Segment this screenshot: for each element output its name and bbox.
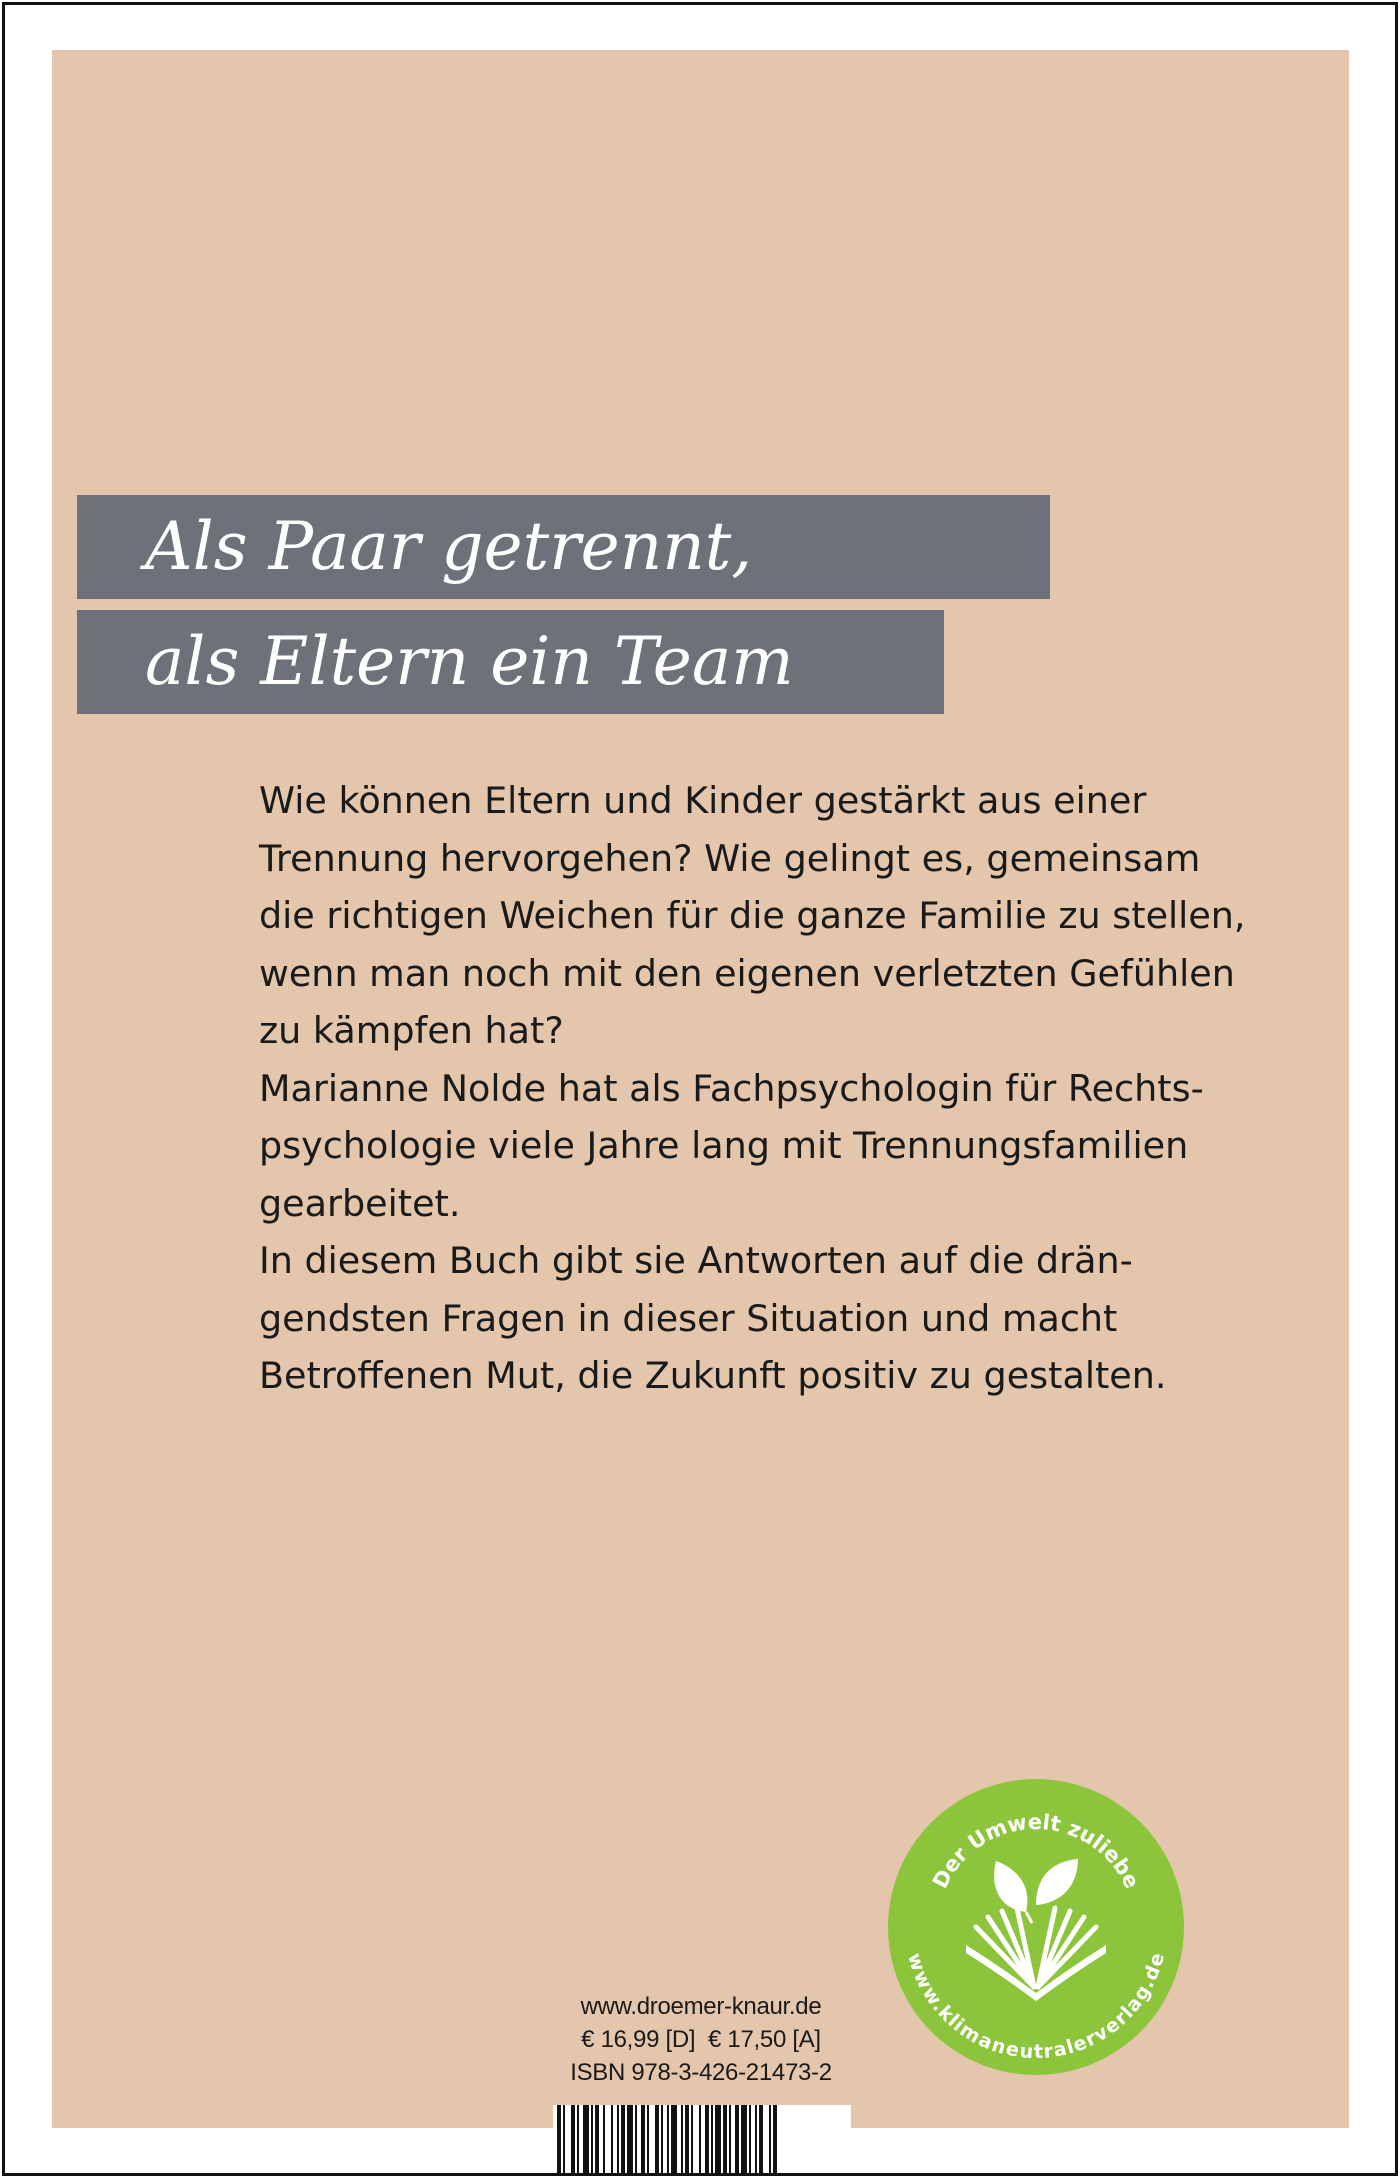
barcode-bar bbox=[723, 2105, 727, 2173]
barcode-bar bbox=[621, 2105, 625, 2173]
barcode-bar bbox=[611, 2105, 613, 2173]
barcode-bar bbox=[769, 2105, 771, 2173]
blurb-line: psychologie viele Jahre lang mit Trennungsfamilien bbox=[259, 1124, 1189, 1167]
barcode-bar bbox=[741, 2105, 747, 2173]
badge-graphic bbox=[886, 1777, 1186, 2077]
blurb-line: Betroffenen Mut, die Zukunft positiv zu gestalten. bbox=[259, 1354, 1167, 1397]
barcode-bar bbox=[729, 2105, 731, 2173]
blurb-line: gearbeitet. bbox=[259, 1181, 461, 1225]
barcode-bar bbox=[635, 2105, 637, 2173]
barcode-bar bbox=[603, 2105, 605, 2173]
barcode-bar bbox=[595, 2105, 599, 2173]
blurb-line: Trennung hervorgehen? Wie gelingt es, gemeinsam bbox=[259, 836, 1201, 880]
climate-neutral-badge bbox=[886, 1777, 1186, 2077]
headline-band-1 bbox=[77, 495, 1050, 599]
barcode-bar bbox=[627, 2105, 633, 2173]
barcode-bar bbox=[735, 2105, 739, 2173]
barcode-bar bbox=[583, 2105, 589, 2173]
badge-bottom-text: www.klimaneutralerverlag.de bbox=[903, 1950, 1169, 2063]
barcode-bar bbox=[685, 2105, 689, 2173]
barcode-bar bbox=[617, 2105, 619, 2173]
headline-line-1: Als Paar getrennt, bbox=[145, 508, 753, 585]
blurb-line: Marianne Nolde hat als Fachpsychologin für Rechts- bbox=[259, 1066, 1204, 1110]
blurb-line: In diesem Buch gibt sie Antworten auf die drän- bbox=[259, 1239, 1133, 1282]
barcode-bar bbox=[557, 2105, 561, 2173]
barcode-bar bbox=[591, 2105, 593, 2173]
barcode-bar bbox=[715, 2105, 721, 2173]
headline-line-2: als Eltern ein Team bbox=[145, 623, 794, 700]
barcode-bar bbox=[705, 2105, 709, 2173]
barcode-bar bbox=[667, 2105, 669, 2173]
publisher-website: www.droemer-knaur.de bbox=[580, 1993, 822, 2020]
barcode-bar bbox=[563, 2105, 565, 2173]
publisher-imprint bbox=[556, 1990, 846, 2089]
barcode-bar bbox=[773, 2105, 777, 2173]
barcode-bar bbox=[699, 2105, 701, 2173]
barcode-bar bbox=[577, 2105, 579, 2173]
blurb-text bbox=[259, 772, 1259, 1405]
barcode-bar bbox=[571, 2105, 575, 2173]
blurb-line: wenn man noch mit den eigenen verletzten Gefühlen bbox=[259, 951, 1235, 995]
headline-band-2 bbox=[77, 610, 944, 714]
barcode bbox=[553, 2105, 851, 2173]
barcode-bar bbox=[749, 2105, 751, 2173]
blurb-line: gendsten Fragen in dieser Situation und macht bbox=[259, 1296, 1118, 1340]
barcode-bar bbox=[641, 2105, 645, 2173]
blurb-line: die richtigen Weichen für die ganze Familie zu stellen, bbox=[259, 894, 1246, 937]
blurb-line: Wie können Eltern und Kinder gestärkt aus einer bbox=[259, 779, 1147, 822]
barcode-bar bbox=[755, 2105, 757, 2173]
barcode-bar bbox=[681, 2105, 683, 2173]
barcode-bar bbox=[671, 2105, 677, 2173]
barcode-bar bbox=[655, 2105, 659, 2173]
price-info: € 16,99 [D] € 17,50 [A] bbox=[581, 2026, 821, 2053]
barcode-bar bbox=[661, 2105, 663, 2173]
barcode-bar bbox=[647, 2105, 649, 2173]
barcode-bars bbox=[553, 2105, 851, 2173]
isbn: ISBN 978-3-426-21473-2 bbox=[570, 2059, 832, 2086]
barcode-bar bbox=[711, 2105, 713, 2173]
barcode-bar bbox=[691, 2105, 693, 2173]
barcode-bar bbox=[759, 2105, 763, 2173]
badge-top-text: Der Umwelt zuliebe bbox=[927, 1809, 1145, 1893]
blurb-line: zu kämpfen hat? bbox=[259, 1009, 564, 1052]
